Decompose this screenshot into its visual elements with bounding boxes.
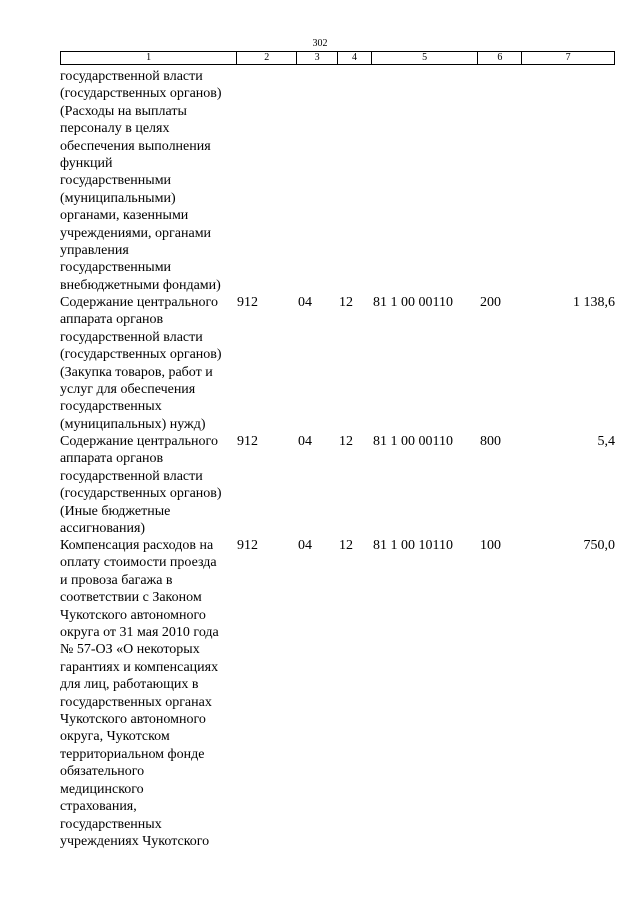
row-col-2: 912 <box>237 538 258 553</box>
row-name: Содержание центрального аппарата органов государственной власти (государственных органов) (Иные бюджетные ассигнования) <box>60 434 222 537</box>
header-col-2: 2 <box>237 52 297 64</box>
row-col-7: 5,4 <box>597 434 615 449</box>
row-col-2: 912 <box>237 434 258 449</box>
row-col-4: 12 <box>339 538 353 553</box>
header-col-1: 1 <box>61 52 237 64</box>
row-col-4: 12 <box>339 434 353 449</box>
row-col-2: 912 <box>237 295 258 310</box>
row-col-5: 81 1 00 00110 <box>373 295 453 310</box>
page-number: 302 <box>312 38 328 49</box>
header-col-7: 7 <box>565 52 571 63</box>
row-col-5: 81 1 00 10110 <box>373 538 453 553</box>
table-header <box>60 51 615 65</box>
row-col-3: 04 <box>298 295 312 310</box>
row-col-6: 100 <box>480 538 501 553</box>
row-col-3: 04 <box>298 538 312 553</box>
row-col-7: 750,0 <box>583 538 615 553</box>
row-col-6: 200 <box>480 295 501 310</box>
row-name: государственной власти (государственных органов) (Расходы на выплаты персоналу в целях обеспечения выполнения функций государственными (муниципальными) органами, казенными учреждениями, органами управления государственными внебюджетными фондами) <box>60 69 222 293</box>
row-name: Содержание центрального аппарата органов государственной власти (государственных органов) (Закупка товаров, работ и услуг для обеспечения государственных (муниципальных) нужд) <box>60 295 222 432</box>
row-col-6: 800 <box>480 434 501 449</box>
row-name: Компенсация расходов на оплату стоимости проезда и провоза багажа в соответствии с Законом Чукотского автономного округа от 31 мая 2010 года № 57-ОЗ «О некоторых гарантиях и компенсациях для лиц, работающих в государственных органах Чукотского автономного округа, Чукотском территориальном фонде обязательного медицинского страхования, государственных учреждениях Чукотского <box>60 538 219 849</box>
row-col-5: 81 1 00 00110 <box>373 434 453 449</box>
header-col-3: 3 <box>297 52 338 64</box>
row-col-4: 12 <box>339 295 353 310</box>
row-col-3: 04 <box>298 434 312 449</box>
row-col-7: 1 138,6 <box>573 295 615 310</box>
header-col-4: 4 <box>338 52 372 64</box>
header-col-6: 6 <box>478 52 522 64</box>
header-col-5: 5 <box>372 52 479 64</box>
